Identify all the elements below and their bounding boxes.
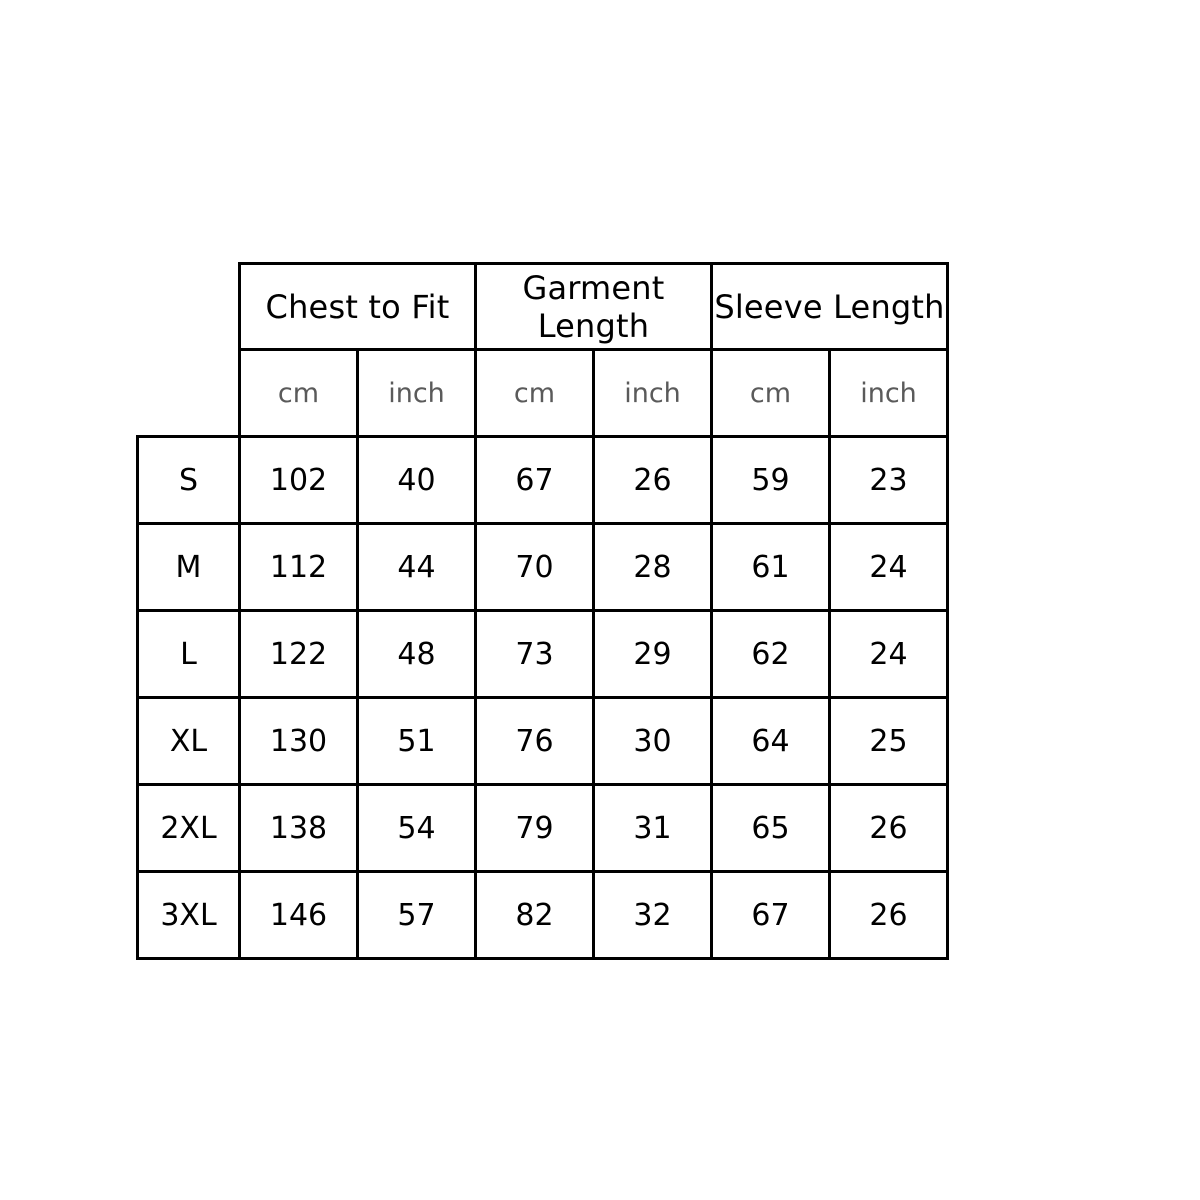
- unit-chest-cm: cm: [240, 350, 358, 437]
- cell-m-garment-inch: 28: [594, 524, 712, 611]
- unit-garment-inch: inch: [594, 350, 712, 437]
- cell-l-sleeve-inch: 24: [830, 611, 948, 698]
- cell-xl-chest-inch: 51: [358, 698, 476, 785]
- corner-cell-empty-2: [138, 350, 240, 437]
- cell-3xl-garment-cm: 82: [476, 872, 594, 959]
- column-group-chest-to-fit: Chest to Fit: [240, 264, 476, 350]
- cell-m-chest-cm: 112: [240, 524, 358, 611]
- cell-s-chest-cm: 102: [240, 437, 358, 524]
- cell-l-chest-inch: 48: [358, 611, 476, 698]
- cell-xl-garment-inch: 30: [594, 698, 712, 785]
- cell-s-sleeve-inch: 23: [830, 437, 948, 524]
- cell-3xl-chest-inch: 57: [358, 872, 476, 959]
- cell-xl-sleeve-inch: 25: [830, 698, 948, 785]
- row-size-label-l: L: [138, 611, 240, 698]
- table-row: [138, 872, 948, 959]
- table-row: [138, 437, 948, 524]
- column-group-sleeve-length: Sleeve Length: [712, 264, 948, 350]
- cell-m-sleeve-cm: 61: [712, 524, 830, 611]
- cell-xl-chest-cm: 130: [240, 698, 358, 785]
- cell-s-garment-cm: 67: [476, 437, 594, 524]
- table-row: [138, 611, 948, 698]
- row-size-label-3xl: 3XL: [138, 872, 240, 959]
- cell-l-garment-inch: 29: [594, 611, 712, 698]
- cell-2xl-garment-inch: 31: [594, 785, 712, 872]
- cell-3xl-sleeve-cm: 67: [712, 872, 830, 959]
- table-row: [138, 698, 948, 785]
- cell-3xl-sleeve-inch: 26: [830, 872, 948, 959]
- cell-l-sleeve-cm: 62: [712, 611, 830, 698]
- row-size-label-2xl: 2XL: [138, 785, 240, 872]
- size-table: [136, 262, 949, 960]
- cell-3xl-garment-inch: 32: [594, 872, 712, 959]
- cell-l-chest-cm: 122: [240, 611, 358, 698]
- cell-2xl-sleeve-cm: 65: [712, 785, 830, 872]
- size-chart: [136, 262, 949, 960]
- cell-l-garment-cm: 73: [476, 611, 594, 698]
- table-row: [138, 785, 948, 872]
- unit-garment-cm: cm: [476, 350, 594, 437]
- cell-m-garment-cm: 70: [476, 524, 594, 611]
- cell-m-sleeve-inch: 24: [830, 524, 948, 611]
- cell-2xl-chest-inch: 54: [358, 785, 476, 872]
- unit-chest-inch: inch: [358, 350, 476, 437]
- cell-s-chest-inch: 40: [358, 437, 476, 524]
- cell-xl-garment-cm: 76: [476, 698, 594, 785]
- table-row: [138, 524, 948, 611]
- corner-cell-empty: [138, 264, 240, 350]
- cell-s-sleeve-cm: 59: [712, 437, 830, 524]
- cell-2xl-garment-cm: 79: [476, 785, 594, 872]
- cell-s-garment-inch: 26: [594, 437, 712, 524]
- column-group-garment-length: Garment Length: [476, 264, 712, 350]
- row-size-label-s: S: [138, 437, 240, 524]
- row-size-label-xl: XL: [138, 698, 240, 785]
- cell-xl-sleeve-cm: 64: [712, 698, 830, 785]
- unit-sleeve-inch: inch: [830, 350, 948, 437]
- row-size-label-m: M: [138, 524, 240, 611]
- table-header-unit-row: [138, 350, 948, 437]
- table-header-group-row: [138, 264, 948, 350]
- cell-2xl-sleeve-inch: 26: [830, 785, 948, 872]
- cell-3xl-chest-cm: 146: [240, 872, 358, 959]
- cell-m-chest-inch: 44: [358, 524, 476, 611]
- cell-2xl-chest-cm: 138: [240, 785, 358, 872]
- unit-sleeve-cm: cm: [712, 350, 830, 437]
